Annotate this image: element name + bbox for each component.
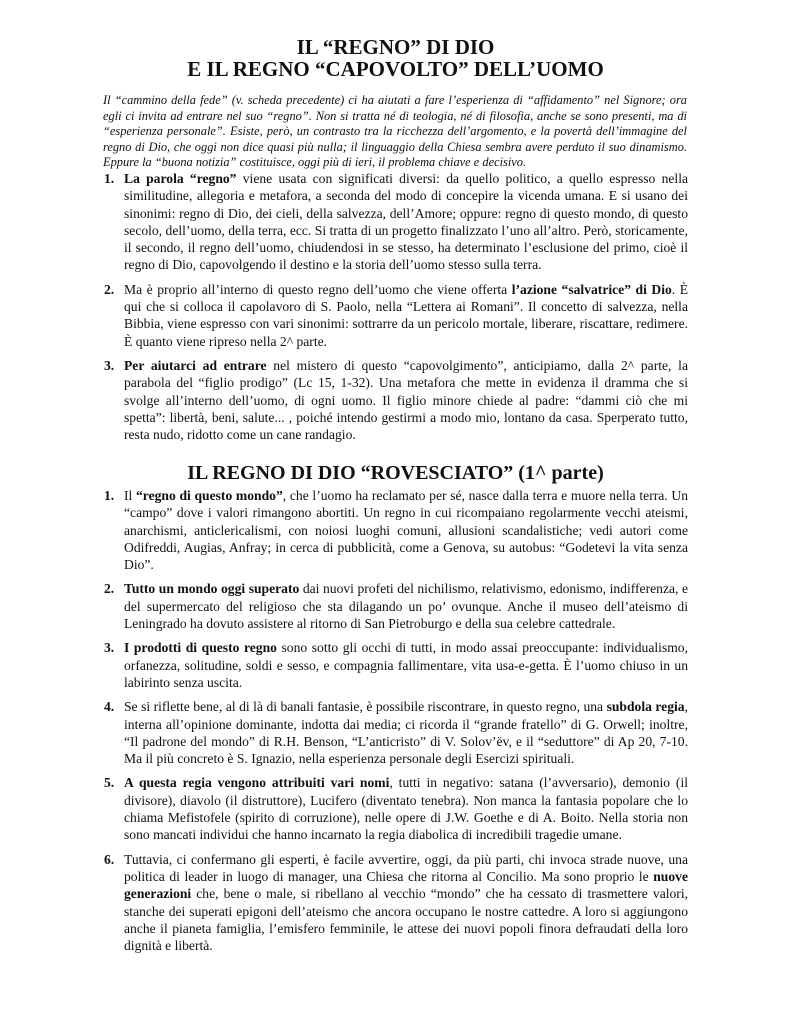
item-text-bold: I prodotti di questo regno <box>124 640 277 656</box>
item-text-pre: Ma è proprio all’interno di questo regno dell’uomo che viene offerta <box>124 281 512 297</box>
list-item <box>104 170 688 274</box>
item-text-bold: Tutto un mondo oggi superato <box>124 581 300 597</box>
list-item <box>104 487 688 573</box>
section2-list <box>104 487 688 961</box>
item-text-post: , che l’uomo ha reclamato per sé, nasce dalla terra e muore nella terra. Un “campo” dove i valori rimangono abortiti. Un regno in cui ricompaiano regolarmente vecchi ateismi, anarchismi, anticlericalismi, con noiosi luoghi comuni, allusioni scandalistiche; vedi autori come Odifreddi, Augias, Anfray; in cerca di pubblicità, come a Genova, su autobus: “Godetevi la vita senza Dio”. <box>124 488 688 573</box>
section-title: IL REGNO DI DIO “ROVESCIATO” (1^ parte) <box>187 462 604 484</box>
item-text-bold: “regno di questo mondo” <box>136 488 283 503</box>
item-number: 3. <box>104 357 115 373</box>
item-text-post: dai nuovi profeti del nichilismo, relativismo, edonismo, indifferenza, e del supermercato del religioso che sta dilagando un po’ ovunque. Anche il museo dell’ateismo di Leningrado ha dovuto assistere al ritorno di San Pietroburgo e della sua celebre cattedrale. <box>124 581 688 632</box>
list-item <box>104 774 688 843</box>
item-text-bold: A questa regia vengono attribuiti vari nomi <box>124 775 390 791</box>
item-text-post: che, bene o male, si ribellano al vecchio “mondo” che ha cessato di trasmettere valori, stanche dei superati epigoni dell’ateismo che ancora occupano le nostre cattedre. A loro si aggiungono anche il pianeta famiglia, l’emisfero femminile, le attese dei nuovi popoli finora defraudati della loro dignità e libertà. <box>124 886 688 954</box>
item-number: 5. <box>104 775 115 791</box>
item-number: 4. <box>104 699 115 715</box>
item-text-post: , tutti in negativo: satana (l’avversario), demonio (il divisore), diavolo (il distruttore), Lucifero (diventato tenebra). Non manca la fantasia popolare che lo chiama Mefistofele (spirito di corruzione), nelle opere di J.W. Goethe e di A. Boito. Nella storia non sono mancati individui che hanno incarnato la regia diabolica di incredibili tragedie umane. <box>124 775 689 843</box>
list-item <box>104 580 688 632</box>
item-number: 3. <box>104 640 115 656</box>
item-text-pre: Il <box>124 488 136 503</box>
item-number: 1. <box>104 488 115 503</box>
item-text-post: . È qui che si colloca il capolavoro di S. Paolo, nella “Lettera ai Romani”. Il concetto di salvezza, nella Bibbia, viene espresso con vari sinonimi: sottrarre da un pericolo mortale, liberare, riscattare, redimere. È quanto viene ripreso nella 2^ parte. <box>124 281 689 349</box>
section1-list <box>104 170 688 450</box>
title-line-2: E IL REGNO “CAPOVOLTO” DELL’UOMO <box>187 57 604 81</box>
item-text-bold: l’azione “salvatrice” di Dio <box>511 281 672 297</box>
list-item <box>104 851 688 955</box>
item-text-bold: Per aiutarci ad entrare <box>124 357 267 373</box>
list-item <box>104 639 688 691</box>
item-text-bold: subdola regia <box>606 699 685 715</box>
item-text-post: sono sotto gli occhi di tutti, in modo assai preoccupante: individualismo, orfanezza, solitudine, soldi e sesso, e compagnia fallimentare, vita usa-e-getta. È l’uomo chiuso in un labirinto senza uscita. <box>124 640 688 690</box>
list-item <box>104 281 688 350</box>
item-number: 2. <box>104 581 115 597</box>
intro-paragraph: Il “cammino della fede” (v. scheda precedente) ci ha aiutati a fare l’esperienza di “affidamento” nel Signore; ora egli ci invita ad entrare nel suo “regno”. Non si tratta né di teologia, né di filosofia, anche se sono presenti, ma di “esperienza personale”. Esiste, però, un contrasto tra la ricchezza dell’argomento, e la povertà dell’immagine del regno di Dio, che oggi non dice quasi più nulla; il linguaggio della Chiesa sembra avere perduto il suo dinamismo. Eppure la “buona notizia” costituisce, oggi più di ieri, il problema chiave e decisivo. <box>103 93 687 170</box>
item-text-post: viene usata con significati diversi: da quello politico, a quello espresso nella similitudine, allegoria e metafora, a seconda del modo di concepire la vicenda umana. E si usano dei sinonimi: regno di Dio, dei cieli, della salvezza, dell’Amore; oppure: regno di questo mondo, di questo secolo, dell’uomo, della terra, ecc. Si tratta di un progetto finalizzato l’uno all’altro. Però, storicamente, il secondo, il regno dell’uomo, chiudendosi in se stesso, ha determinato l’esclusione del primo, cioè il regno di Dio, capovolgendo il destino e la storia dell’uomo stesso sulla terra. <box>124 171 689 273</box>
title-line-1: IL “REGNO” DI DIO <box>296 35 495 59</box>
item-text-pre: Tuttavia, ci confermano gli esperti, è facile avvertire, oggi, da più parti, chi invoca strade nuove, una politica di leader in luogo di manager, una Chiesa che ritorna al Concilio. Ma sono proprio le <box>124 851 688 884</box>
list-item <box>104 698 688 767</box>
item-number: 1. <box>104 171 115 186</box>
item-text-post: nel mistero di questo “capovolgimento”, anticipiamo, dalla 2^ parte, la parabola del “figlio prodigo” (Lc 15, 1-32). Una metafora che mette in evidenza il dramma che si svolge all’interno dell’uomo, di ogni uomo. Il figlio minore chiede al padre: “dammi ciò che mi spetta”: libertà, beni, salute... , poiché intendo gestirmi a modo mio, lontano da casa. Sperperato tutto, resta nudo, ridotto come un cane randagio. <box>124 357 688 443</box>
item-number: 6. <box>104 851 115 867</box>
item-text-pre: Se si riflette bene, al di là di banali fantasie, è possibile riscontrare, in questo regno, una <box>124 699 607 715</box>
item-text-bold: nuove generazioni <box>124 868 688 902</box>
item-number: 2. <box>104 281 115 297</box>
item-text-bold: La parola “regno” <box>124 171 237 186</box>
item-text-post: , interna all’opinione dominante, indotta dai media; ci ricorda il “grande fratello” di G. Orwell; inoltre, “Il padrone del mondo” di R.H. Benson, “L’anticristo” di V. Solov’ëv, e il “seduttore” di Ap 20, 7-10. Ma il più concreto è S. Ignazio, nella esperienza personale degli Esercizi spirituali. <box>124 699 688 767</box>
list-item <box>104 357 688 443</box>
